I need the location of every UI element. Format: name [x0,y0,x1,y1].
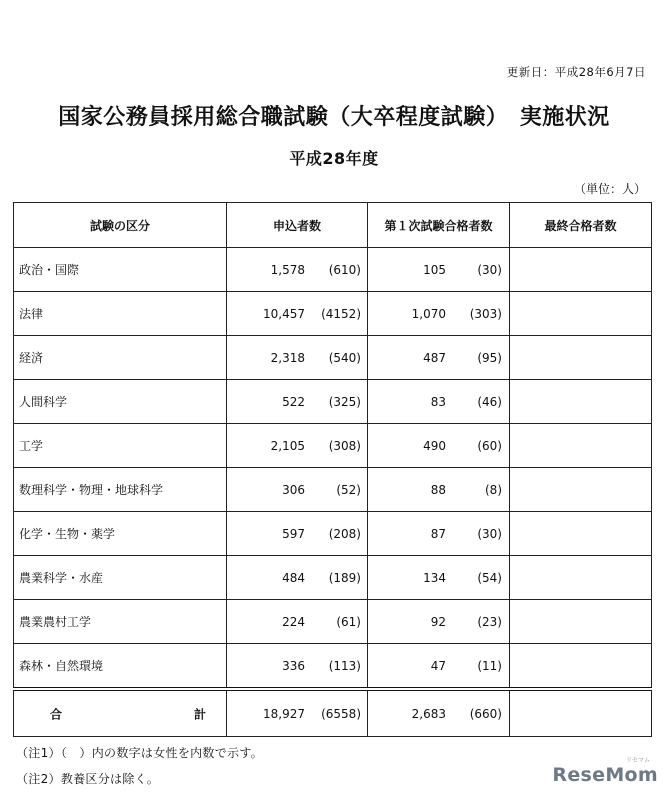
first-pass-cell [368,512,510,556]
applicants-cell [227,468,368,512]
applicants-value: 306 [282,482,305,497]
category-cell: 化学・生物・薬学 [14,512,227,556]
applicants-cell [227,644,368,690]
first-pass-value: 88 [430,482,446,497]
total-label-cell [14,689,227,737]
category-cell: 人間科学 [14,380,227,424]
first-pass-value: 490 [423,438,446,453]
table-row [14,424,652,468]
applicants-female-value: (325) [328,394,361,409]
final-pass-cell [510,424,652,468]
final-pass-cell [510,292,652,336]
total-first-pass-cell [368,689,510,737]
first-pass-cell [368,556,510,600]
applicants-cell [227,600,368,644]
first-pass-cell [368,644,510,690]
page-title: 国家公務員採用総合職試験（大卒程度試験） 実施状況 [58,105,610,130]
first-pass-female-value: (303) [469,306,502,321]
applicants-cell [227,336,368,380]
final-pass-cell [510,248,652,292]
applicants-value: 522 [282,394,305,409]
applicants-cell [227,292,368,336]
final-pass-cell [510,600,652,644]
first-pass-female-value: (8) [485,482,502,497]
first-pass-cell [368,380,510,424]
total-applicants-cell [227,689,368,737]
total-first-pass-value: 2,683 [411,706,446,721]
table-row [14,380,652,424]
final-pass-cell [510,644,652,690]
first-pass-female-value: (23) [477,614,502,629]
final-pass-cell [510,468,652,512]
total-final-pass-cell [510,689,652,737]
applicants-value: 597 [282,526,305,541]
final-pass-cell [510,512,652,556]
applicants-female-value: (61) [336,614,361,629]
updated-date: 更新日：平成28年6月7日 [506,65,646,79]
first-pass-value: 134 [423,570,446,585]
total-row [14,689,652,737]
table-row [14,468,652,512]
first-pass-value: 487 [423,350,446,365]
applicants-value: 484 [282,570,305,585]
header-first-pass: 第１次試験合格者数 [368,203,510,248]
header-final-pass: 最終合格者数 [510,203,652,248]
applicants-value: 2,105 [270,438,305,453]
first-pass-value: 87 [430,526,446,541]
first-pass-female-value: (46) [477,394,502,409]
final-pass-cell [510,380,652,424]
first-pass-female-value: (30) [477,262,502,277]
exam-result-table [13,202,652,737]
note-2: （注2）教養区分は除く。 [16,772,159,786]
first-pass-cell [368,292,510,336]
note-1: （注1）（ ）内の数字は女性を内数で示す。 [16,746,263,760]
applicants-female-value: (52) [336,482,361,497]
table-row [14,248,652,292]
first-pass-female-value: (11) [477,658,502,673]
page-subtitle: 平成28年度 [289,149,379,168]
applicants-female-value: (4152) [321,306,361,321]
final-pass-cell [510,556,652,600]
applicants-cell [227,380,368,424]
category-cell: 農業農村工学 [14,600,227,644]
table-row [14,556,652,600]
applicants-value: 10,457 [263,306,305,321]
category-cell: 森林・自然環境 [14,644,227,690]
first-pass-cell [368,600,510,644]
applicants-female-value: (113) [328,658,361,673]
table-row [14,600,652,644]
applicants-female-value: (189) [328,570,361,585]
table-header-row [14,203,652,248]
total-label-1: 合 [50,707,63,721]
category-cell: 農業科学・水産 [14,556,227,600]
applicants-female-value: (540) [328,350,361,365]
table-row [14,644,652,690]
first-pass-cell [368,336,510,380]
first-pass-cell [368,468,510,512]
first-pass-cell [368,424,510,468]
total-applicants-female-value: (6558) [321,706,361,721]
applicants-cell [227,424,368,468]
first-pass-female-value: (30) [477,526,502,541]
category-cell: 数理科学・物理・地球科学 [14,468,227,512]
header-applicants: 申込者数 [227,203,368,248]
total-applicants-value: 18,927 [263,706,305,721]
first-pass-female-value: (60) [477,438,502,453]
table-row [14,336,652,380]
applicants-female-value: (208) [328,526,361,541]
applicants-female-value: (610) [328,262,361,277]
applicants-value: 224 [282,614,305,629]
applicants-value: 336 [282,658,305,673]
first-pass-value: 105 [423,262,446,277]
final-pass-cell [510,336,652,380]
logo-small-text: リセマム [626,757,650,764]
first-pass-value: 47 [430,658,446,673]
category-cell: 経済 [14,336,227,380]
applicants-cell [227,248,368,292]
table-row [14,292,652,336]
applicants-value: 2,318 [270,350,305,365]
first-pass-female-value: (95) [477,350,502,365]
first-pass-value: 92 [430,614,446,629]
header-category: 試験の区分 [14,203,227,248]
first-pass-female-value: (54) [477,570,502,585]
resemom-logo: ReseMom [552,764,658,786]
category-cell: 政治・国際 [14,248,227,292]
first-pass-value: 83 [430,394,446,409]
applicants-value: 1,578 [270,262,305,277]
unit-label: （単位：人） [573,182,646,196]
first-pass-cell [368,248,510,292]
total-label-2: 計 [194,707,207,721]
category-cell: 法律 [14,292,227,336]
applicants-cell [227,512,368,556]
table-body [14,248,652,737]
applicants-cell [227,556,368,600]
category-cell: 工学 [14,424,227,468]
table-row [14,512,652,556]
total-first-pass-female-value: (660) [469,706,502,721]
first-pass-value: 1,070 [411,306,446,321]
applicants-female-value: (308) [328,438,361,453]
